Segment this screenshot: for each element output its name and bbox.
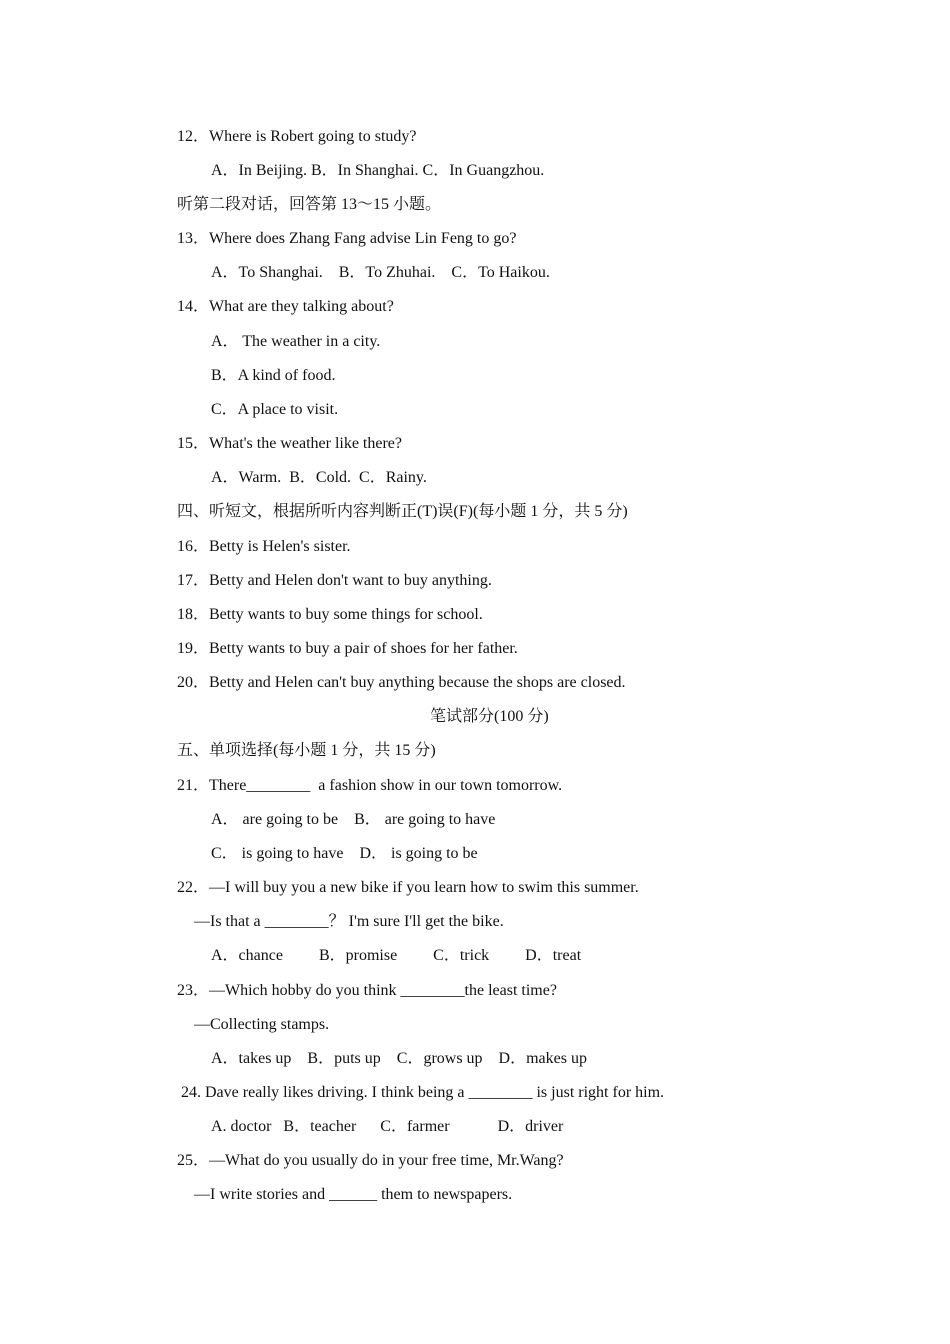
section-dialogue-2-instruction: 听第二段对话，回答第 13～15 小题。 [177,196,442,213]
question-19: 19．Betty wants to buy a pair of shoes for her father. [177,640,518,657]
question-17: 17．Betty and Helen don't want to buy anything. [177,572,492,589]
question-21-options-ab: A． are going to be B． are going to have [211,811,496,828]
question-14-option-c: C．A place to visit. [211,401,339,418]
question-13: 13．Where does Zhang Fang advise Lin Feng to go? [177,230,517,247]
question-12-options: A．In Beijing. B．In Shanghai. C．In Guangzhou. [211,162,545,179]
question-14-option-b: B．A kind of food. [211,367,336,384]
question-14-option-a: A． The weather in a city. [211,333,381,350]
section-5-heading: 五、单项选择(每小题 1 分，共 15 分) [177,742,436,759]
question-15: 15．What's the weather like there? [177,435,403,452]
section-4-heading: 四、听短文，根据所听内容判断正(T)误(F)(每小题 1 分，共 5 分) [177,503,628,520]
question-22-options: A．chance B．promise C．trick D．treat [211,947,582,964]
question-21-options-cd: C． is going to have D． is going to be [211,845,478,862]
question-12: 12．Where is Robert going to study? [177,128,417,145]
question-25-reply: —I write stories and ______ them to newspapers. [194,1186,513,1203]
question-23: 23．—Which hobby do you think ________the least time? [177,982,557,999]
written-part-heading: 笔试部分(100 分) [430,708,549,725]
question-23-options: A．takes up B．puts up C．grows up D．makes up [211,1050,587,1067]
question-24: 24. Dave really likes driving. I think being a ________ is just right for him. [181,1084,665,1101]
question-22-reply: —Is that a ________？ I'm sure I'll get the bike. [194,913,504,930]
question-23-reply: —Collecting stamps. [194,1016,330,1033]
question-22: 22．—I will buy you a new bike if you learn how to swim this summer. [177,879,639,896]
question-13-options: A．To Shanghai. B．To Zhuhai. C．To Haikou. [211,264,550,281]
question-25: 25．—What do you usually do in your free time, Mr.Wang? [177,1152,564,1169]
question-16: 16．Betty is Helen's sister. [177,538,351,555]
question-14: 14．What are they talking about? [177,298,394,315]
question-20: 20．Betty and Helen can't buy anything because the shops are closed. [177,674,626,691]
question-18: 18．Betty wants to buy some things for school. [177,606,483,623]
question-24-options: A. doctor B．teacher C．farmer D．driver [211,1118,564,1135]
question-21: 21．There________ a fashion show in our town tomorrow. [177,777,563,794]
question-15-options: A．Warm. B．Cold. C．Rainy. [211,469,427,486]
